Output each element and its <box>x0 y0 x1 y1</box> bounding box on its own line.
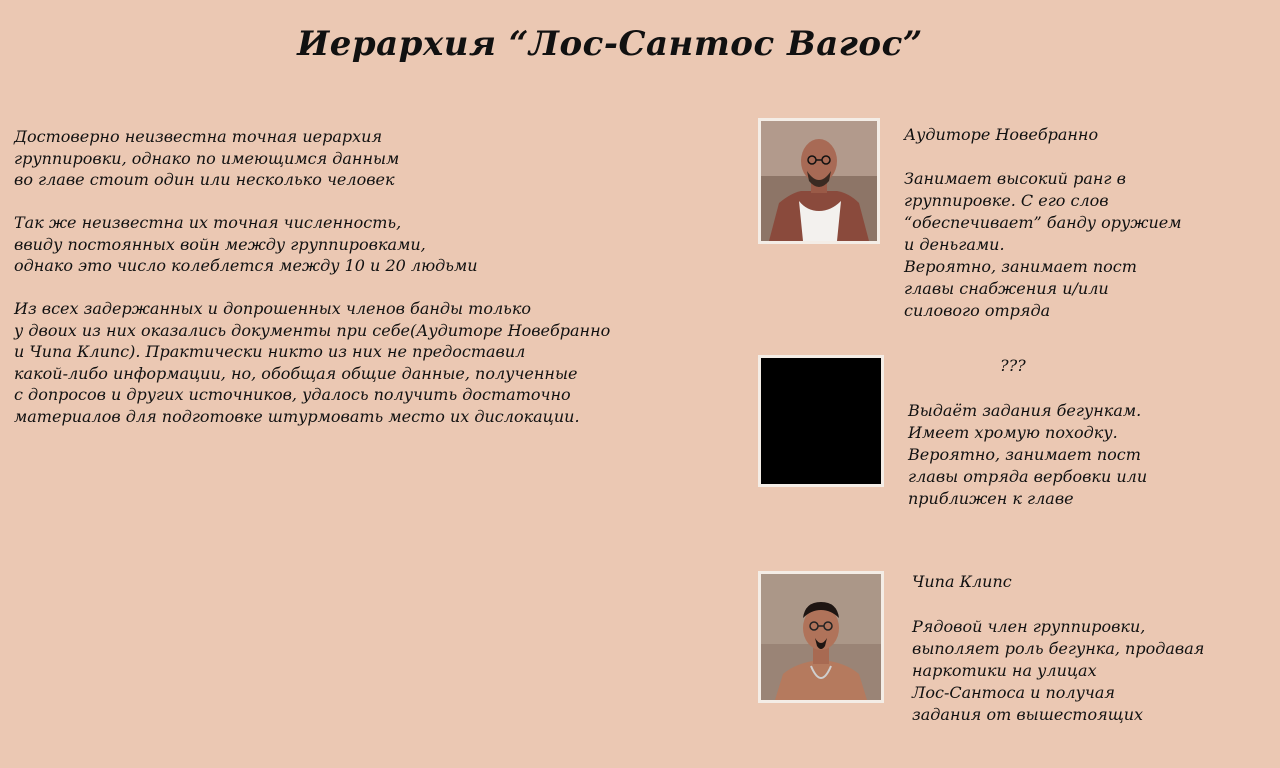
intro-text <box>14 126 734 449</box>
intro-paragraph: Достоверно неизвестна точная иерархия группировки, однако по имеющимся данным во главе стоит один или несколько человек <box>14 127 400 189</box>
member-description: Занимает высокий ранг в группировке. С его слов “обеспечивает” банду оружием и деньгами. Вероятно, занимает пост главы снабжения и/или силового отряда <box>904 169 1182 320</box>
member-photo-2 <box>758 355 884 487</box>
member-name: Чипа Клипс <box>912 572 1012 591</box>
member-photo-3 <box>758 571 884 703</box>
member-portrait-icon <box>761 121 877 241</box>
intro-paragraph: Так же неизвестна их точная численность, ввиду постоянных войн между группировками, однако это число колеблется между 10 и 20 людьми <box>14 213 478 275</box>
member-description: Выдаёт задания бегункам. Имеет хромую походку. Вероятно, занимает пост главы отряда вербовки или приближен к главе <box>908 401 1148 508</box>
member-photo-1 <box>758 118 880 244</box>
member-name: Аудиторе Новебранно <box>904 125 1099 144</box>
page-title: Иерархия “Лос-Сантос Вагос” <box>297 24 923 64</box>
member-name: ??? <box>1000 356 1026 375</box>
unknown-portrait-icon <box>761 358 881 484</box>
intro-paragraph: Из всех задержанных и допрошенных членов банды только у двоих из них оказались документы при себе(Аудиторе Новебранно и Чипа Клипс). Практически никто из них не предоставил какой-либо информации, но, обобщая общие данные, полученные с допросов и других источников, удалось получить достаточно материалов для подготовке штурмовать место их дислокации. <box>14 299 611 426</box>
member-description: Рядовой член группировки, выполяет роль бегунка, продавая наркотики на улицах Лос-Сантоса и получая задания от вышестоящих <box>912 617 1205 724</box>
member-portrait-icon <box>761 574 881 700</box>
